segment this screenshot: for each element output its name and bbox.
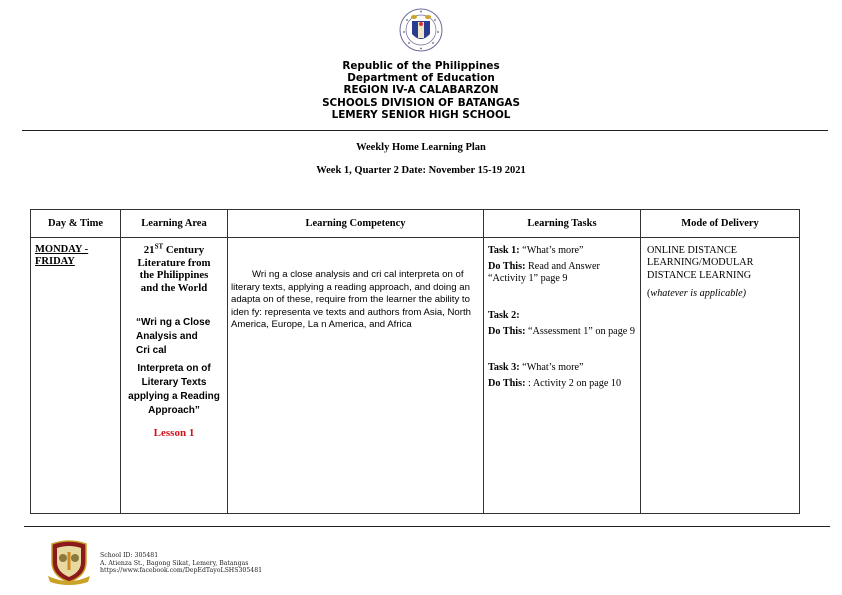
mode-line: DISTANCE LEARNING xyxy=(647,269,752,281)
area-subtitle-line: Cri cal xyxy=(136,345,167,357)
lesson-label: Lesson 1 xyxy=(153,427,195,440)
learning-tasks-cell xyxy=(484,238,641,514)
day-label-line-1: MONDAY - xyxy=(35,244,89,255)
header-line-republic: Republic of the Philippines xyxy=(342,60,500,72)
header-learning-area: Learning Area xyxy=(121,210,228,238)
area-subtitle xyxy=(123,316,225,418)
competency-text: Wri ng a close analysis and cri cal interpreta on of literary texts, applying a reading approach, and doing an adapta on of these, require from the learner the ability to iden fy: representa ve texts and authors from Asia, North America, Europe, La n America, and Africa xyxy=(231,269,471,331)
header-line-department: Department of Education xyxy=(347,72,495,85)
header-divider xyxy=(22,130,828,131)
day-time-cell xyxy=(31,238,121,514)
mode-line: ONLINE DISTANCE xyxy=(647,245,738,256)
task-2-do-text: “Assessment 1” on page 9 xyxy=(525,325,635,337)
area-title-line: the Philippines xyxy=(139,269,209,282)
header-day-time: Day & Time xyxy=(31,210,121,238)
task-1-do-label: Do This: xyxy=(488,261,526,273)
area-title xyxy=(123,244,225,294)
plan-week-date: Week 1, Quarter 2 Date: November 15-19 2021 xyxy=(316,165,526,176)
header-mode-of-delivery: Mode of Delivery xyxy=(641,210,800,238)
mode-note xyxy=(647,288,793,300)
task-3-text: “What’s more” xyxy=(519,362,584,374)
header-learning-tasks: Learning Tasks xyxy=(484,210,641,238)
area-title-rest: Century xyxy=(163,244,205,256)
deped-seal-icon xyxy=(399,8,443,52)
task-3-do-text: : Activity 2 on page 10 xyxy=(525,378,622,390)
learning-area-cell xyxy=(121,238,228,514)
header-line-division: SCHOOLS DIVISION OF BATANGAS xyxy=(322,96,520,109)
header-line-region: REGION IV-A CALABARZON xyxy=(343,84,499,97)
footer-divider xyxy=(24,526,830,527)
task-3-label: Task 3: xyxy=(488,362,520,374)
task-1-do-text: Read and Answer “Activity 1” page 9 xyxy=(488,261,600,285)
task-2-do-label: Do This: xyxy=(488,325,526,337)
table-row xyxy=(31,238,800,514)
area-subtitle-line: Approach” xyxy=(148,405,200,417)
area-subtitle-line: Analysis and xyxy=(136,331,198,343)
footer-address: A. Atienza St., Bagong Sikat, Lemery, Batangas xyxy=(100,559,249,567)
header-line-school: LEMERY SENIOR HIGH SCHOOL xyxy=(331,108,511,121)
task-1 xyxy=(488,245,636,286)
task-2 xyxy=(488,310,636,338)
area-title-line: Literature from xyxy=(137,256,211,269)
area-subtitle-line: Interpreta on of xyxy=(137,363,211,375)
area-title-number: 21 xyxy=(143,244,155,256)
task-2-label: Task 2: xyxy=(488,309,520,321)
area-subtitle-line: “Wri ng a Close xyxy=(136,317,211,329)
area-title-line: and the World xyxy=(140,281,208,294)
task-3 xyxy=(488,362,636,390)
mode-note-text: whatever is applicable) xyxy=(650,288,747,300)
school-shield-logo-icon xyxy=(46,538,92,586)
day-label-line-2: FRIDAY xyxy=(35,255,75,267)
area-subtitle-line: Literary Texts xyxy=(141,377,207,389)
learning-competency-cell xyxy=(228,238,484,514)
task-1-text: “What’s more” xyxy=(519,245,584,256)
header-learning-competency: Learning Competency xyxy=(228,210,484,238)
area-subtitle-line: applying a Reading xyxy=(128,391,220,403)
area-title-superscript: ST xyxy=(154,242,164,251)
learning-plan-table xyxy=(30,209,800,514)
task-3-do-label: Do This: xyxy=(488,378,526,390)
footer-contact xyxy=(100,552,262,576)
mode-of-delivery-cell xyxy=(641,238,800,514)
organization-header xyxy=(0,60,842,121)
mode-note-open: ( xyxy=(647,288,651,300)
footer-url[interactable]: https://www.facebook.com/DepEdTayoLSHS305481 xyxy=(100,567,263,575)
footer-school-id: School ID: 305481 xyxy=(100,552,159,559)
task-1-label: Task 1: xyxy=(488,245,520,256)
plan-title: Weekly Home Learning Plan xyxy=(356,142,486,153)
mode-line: LEARNING/MODULAR xyxy=(647,257,754,269)
table-header-row xyxy=(31,210,800,238)
